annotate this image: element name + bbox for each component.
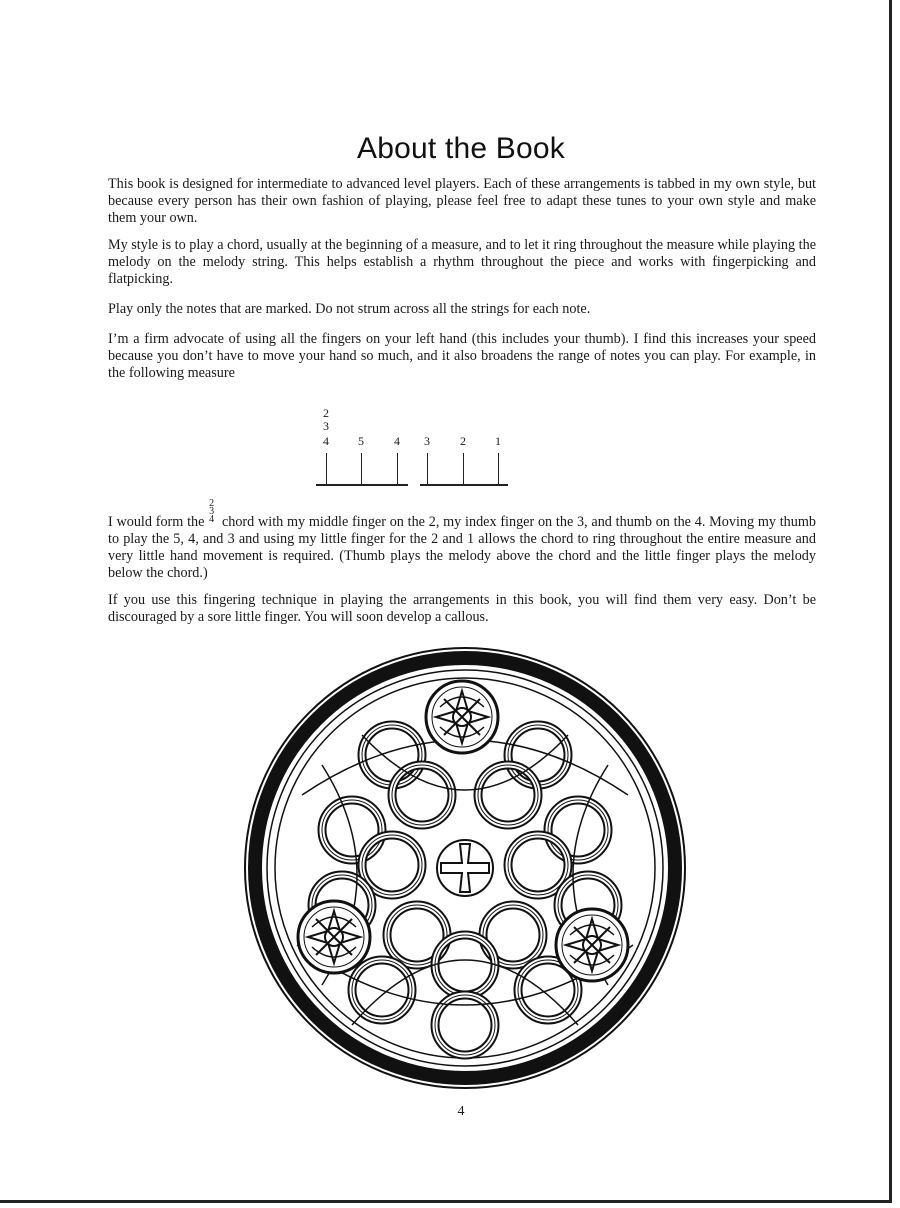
paragraph-intro: This book is designed for intermediate to advanced level players. Each of these arrangements is tabbed in my own style, but because every person has their own fashion of playing, please feel free to adapt these tunes to your own style and make them your own. xyxy=(108,176,816,226)
center-cross xyxy=(437,840,493,896)
tab-stem xyxy=(463,453,464,485)
tab-example xyxy=(310,405,515,495)
tab-note: 4 xyxy=(394,434,400,448)
inline-chord-symbol xyxy=(208,498,218,526)
tab-stem xyxy=(427,453,428,485)
tab-stem xyxy=(498,453,499,485)
celtic-knot-mandala xyxy=(242,645,688,1091)
tab-note: 2 xyxy=(460,434,466,448)
paragraph-fingers: I’m a firm advocate of using all the fingers on your left hand (this includes your thumb). I find this increases your speed because you don’t have to move your hand so much, and it also broadens the range of notes you can play. For example, in the following measure xyxy=(108,331,816,381)
medallion-left xyxy=(298,901,370,973)
tab-note: 1 xyxy=(495,434,501,448)
tab-chord-note: 3 xyxy=(323,419,329,433)
page-title: About the Book xyxy=(357,132,565,166)
tab-note: 5 xyxy=(358,434,364,448)
p5-before: I would form the xyxy=(108,514,205,530)
tab-stem xyxy=(361,453,362,485)
medallion-right xyxy=(556,909,628,981)
tab-beam xyxy=(316,484,408,486)
tab-beam xyxy=(420,484,508,486)
tab-stem xyxy=(397,453,398,485)
inline-chord-note: 2 xyxy=(209,498,215,509)
medallion-top xyxy=(426,681,498,753)
tab-chord-note: 2 xyxy=(323,406,329,420)
page-number: 4 xyxy=(457,1104,465,1119)
inline-chord-note: 3 xyxy=(209,506,215,517)
paragraph-style: My style is to play a chord, usually at the beginning of a measure, and to let it ring throughout the measure while playing the melody on the melody string. This helps establish a rhythm throughout the piece and works with fingerpicking and flatpicking. xyxy=(108,237,816,287)
tab-note: 3 xyxy=(424,434,430,448)
paragraph-marked-notes: Play only the notes that are marked. Do not strum across all the strings for each note. xyxy=(108,301,591,317)
paragraph-chord-explanation xyxy=(108,498,816,582)
tab-chord-note: 4 xyxy=(323,434,329,448)
inline-chord-note: 4 xyxy=(209,514,215,525)
tab-stem xyxy=(326,453,327,485)
p5-after: chord with my middle finger on the 2, my index finger on the 3, and thumb on the 4. Moving my thumb to play the 5, 4, and 3 and using my little finger for the 2 and 1 allows the chord to ring throughout the entire measure and very little hand movement is required. (Thumb plays the melody above the chord and the little finger plays the melody below the chord.) xyxy=(108,514,816,581)
paragraph-conclusion: If you use this fingering technique in playing the arrangements in this book, you will find them very easy. Don’t be discouraged by a sore little finger. You will soon develop a callous. xyxy=(108,592,816,625)
